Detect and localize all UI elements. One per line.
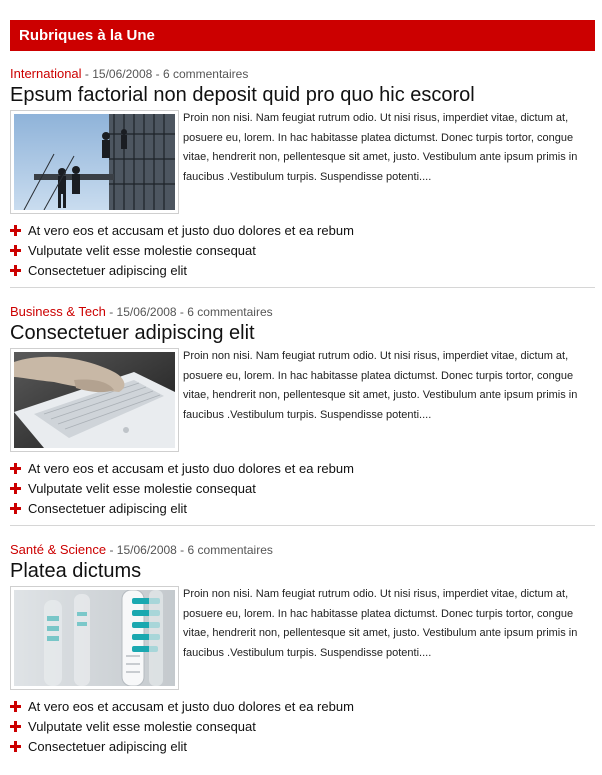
related-links — [10, 221, 595, 281]
plus-icon — [10, 245, 21, 256]
date-comments: - 15/06/2008 - 6 commentaires — [81, 67, 249, 81]
section-divider — [10, 287, 595, 288]
related-links — [10, 697, 595, 757]
article-sante-science — [10, 542, 595, 757]
article-title[interactable]: Consectetuer adipiscing elit — [10, 322, 255, 344]
toothbrushes-image[interactable] — [10, 586, 179, 690]
plus-icon — [10, 503, 21, 514]
date-comments: - 15/06/2008 - 6 commentaires — [105, 305, 273, 319]
category-link[interactable]: Business & Tech — [10, 304, 106, 319]
plus-icon — [10, 483, 21, 494]
article-excerpt: Proin non nisi. Nam feugiat rutrum odio. Ut nisi risus, imperdiet vitae, dictum at, posuere eu, lorem. In hac habitasse platea dictumst. Donec turpis tortor, congue vitae, hendrerit non, pellentesque sit amet, justo. Vestibulum ante ipsum primis in faucibus .Vestibulum turpis. Suspendisse potenti.... — [183, 588, 578, 659]
laptop-typing-image[interactable] — [10, 348, 179, 452]
plus-icon — [10, 225, 21, 236]
related-link[interactable]: Vulputate velit esse molestie consequat — [10, 241, 595, 261]
plus-icon — [10, 265, 21, 276]
construction-workers-image[interactable] — [10, 110, 179, 214]
plus-icon — [10, 701, 21, 712]
related-link[interactable]: Consectetuer adipiscing elit — [10, 499, 595, 519]
article-meta — [10, 66, 595, 81]
article-excerpt: Proin non nisi. Nam feugiat rutrum odio. Ut nisi risus, imperdiet vitae, dictum at, posuere eu, lorem. In hac habitasse platea dictumst. Donec turpis tortor, congue vitae, hendrerit non, pellentesque sit amet, justo. Vestibulum ante ipsum primis in faucibus .Vestibulum turpis. Suspendisse potenti.... — [183, 112, 578, 183]
article-title[interactable]: Platea dictums — [10, 560, 142, 582]
related-link[interactable]: Consectetuer adipiscing elit — [10, 737, 595, 757]
article-meta — [10, 542, 595, 557]
related-link[interactable]: At vero eos et accusam et justo duo dolores et ea rebum — [10, 221, 595, 241]
section-title: Rubriques à la Une — [19, 27, 155, 44]
toothbrushes-photo-icon — [14, 590, 175, 686]
category-link[interactable]: International — [10, 66, 82, 81]
related-links — [10, 459, 595, 519]
related-link[interactable]: Vulputate velit esse molestie consequat — [10, 479, 595, 499]
plus-icon — [10, 741, 21, 752]
section-divider — [10, 525, 595, 526]
laptop-photo-icon — [14, 352, 175, 448]
category-link[interactable]: Santé & Science — [10, 542, 107, 557]
section-header — [10, 20, 595, 51]
related-link[interactable]: Vulputate velit esse molestie consequat — [10, 717, 595, 737]
plus-icon — [10, 463, 21, 474]
article-meta — [10, 304, 595, 319]
related-link[interactable]: Consectetuer adipiscing elit — [10, 261, 595, 281]
article-business-tech — [10, 304, 595, 519]
plus-icon — [10, 721, 21, 732]
date-comments: - 15/06/2008 - 6 commentaires — [106, 543, 273, 557]
article-title[interactable]: Epsum factorial non deposit quid pro quo hic escorol — [10, 84, 475, 106]
related-link[interactable]: At vero eos et accusam et justo duo dolores et ea rebum — [10, 459, 595, 479]
article-international — [10, 66, 595, 281]
article-excerpt: Proin non nisi. Nam feugiat rutrum odio. Ut nisi risus, imperdiet vitae, dictum at, posuere eu, lorem. In hac habitasse platea dictumst. Donec turpis tortor, congue vitae, hendrerit non, pellentesque sit amet, justo. Vestibulum ante ipsum primis in faucibus .Vestibulum turpis. Suspendisse potenti.... — [183, 350, 578, 421]
related-link[interactable]: At vero eos et accusam et justo duo dolores et ea rebum — [10, 697, 595, 717]
construction-photo-icon — [14, 114, 175, 210]
